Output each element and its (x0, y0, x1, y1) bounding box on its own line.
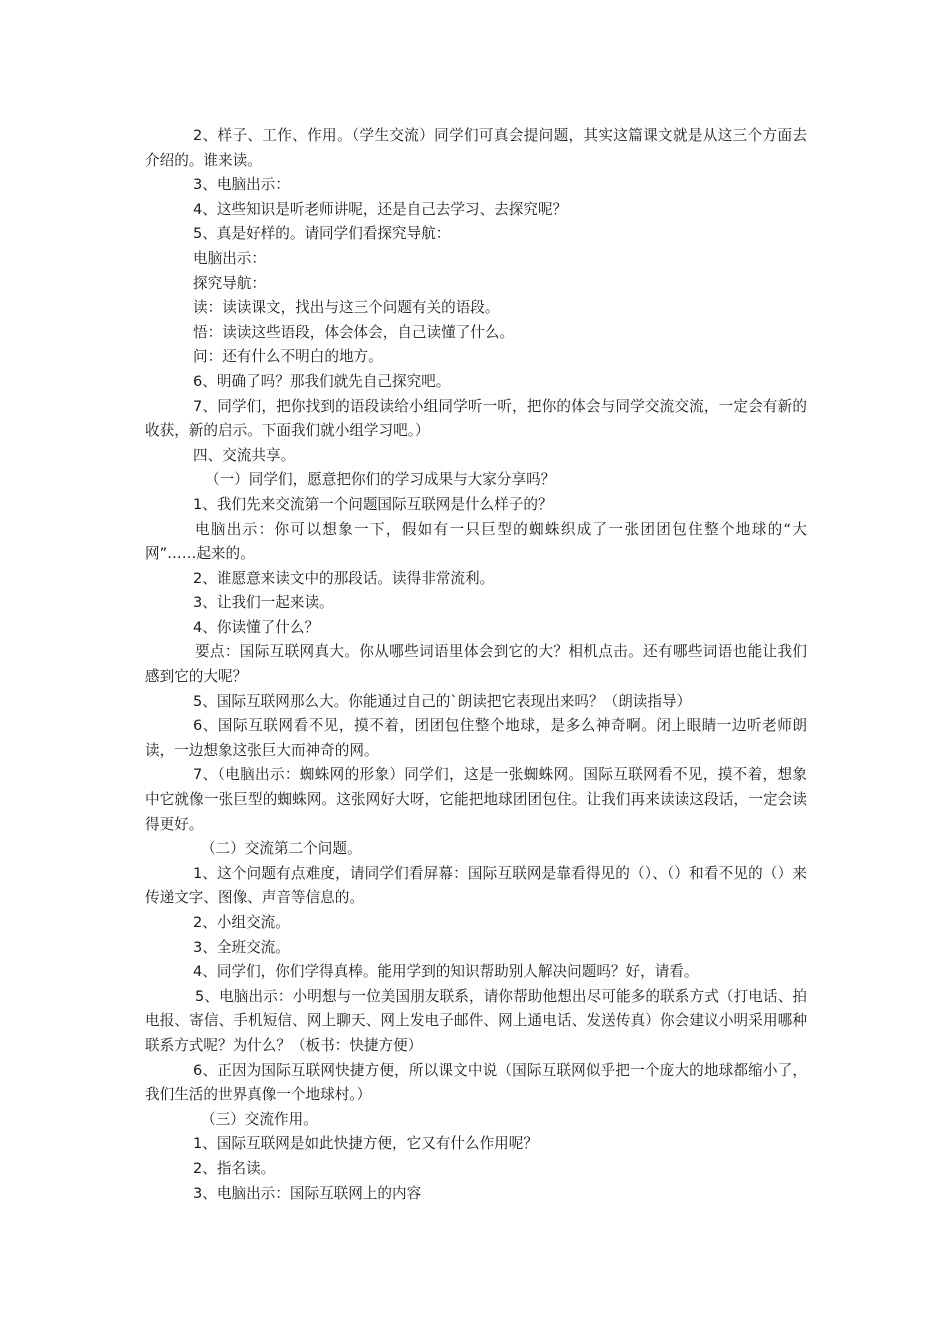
paragraph: 1、国际互联网是如此快捷方便，它又有什么作用呢？ (193, 1135, 538, 1153)
paragraph: 7、（电脑出示：蜘蛛网的形象）同学们，这是一张蜘蛛网。国际互联网看不见，摸不着，想象中它就像一张巨型的蜘蛛网。这张网好大呀，它能把地球团团包住。让我们再来读读这段话，一定会读得更好。 (145, 766, 807, 833)
paragraph: 6、明确了吗？那我们就先自己探究吧。 (193, 372, 451, 390)
paragraph: 5、真是好样的。请同学们看探究导航： (193, 225, 451, 243)
document-body (145, 124, 807, 1206)
paragraph: 4、你读懂了什么？ (193, 618, 320, 636)
paragraph: 3、全班交流。 (193, 938, 290, 956)
paragraph: 5、电脑出示：小明想与一位美国朋友联系，请你帮助他想出尽可能多的联系方式（打电话、拍电报、寄信、手机短信、网上聊天、网上发电子邮件、网上通电话、发送传真）你会建议小明采用哪种联系方式呢？为什么？（板书：快捷方便） (145, 987, 807, 1054)
paragraph: 3、电脑出示：国际互联网上的内容 (193, 1184, 422, 1202)
paragraph: 6、正因为国际互联网快捷方便，所以课文中说（国际互联网似乎把一个庞大的地球都缩小了，我们生活的世界真像一个地球村。） (145, 1061, 807, 1104)
paragraph: 2、指名读。 (193, 1159, 276, 1177)
paragraph: 5、国际互联网那么大。你能通过自己的`朗读把它表现出来吗？（朗读指导） (193, 692, 692, 710)
section-heading: 四、交流共享。 (193, 446, 296, 464)
paragraph: 电脑出示： (193, 249, 266, 267)
paragraph: 7、同学们，把你找到的语段读给小组同学听一听，把你的体会与同学交流交流，一定会有新的收获，新的启示。下面我们就小组学习吧。） (145, 397, 807, 440)
subsection-heading: （一）同学们，愿意把你们的学习成果与大家分享吗？ (205, 471, 556, 489)
paragraph: 3、让我们一起来读。 (193, 594, 334, 612)
paragraph: 读：读读课文，找出与这三个问题有关的语段。 (193, 299, 500, 317)
paragraph: 1、我们先来交流第一个问题国际互联网是什么样子的？ (193, 495, 553, 513)
subsection-heading: （三）交流作用。 (201, 1110, 318, 1128)
subsection-heading: （二）交流第二个问题。 (201, 840, 362, 858)
paragraph: 4、这些知识是听老师讲呢，还是自己去学习、去探究呢？ (193, 200, 568, 218)
paragraph: 4、同学们，你们学得真棒。能用学到的知识帮助别人解决问题吗？好，请看。 (193, 963, 699, 981)
paragraph: 问：还有什么不明白的地方。 (193, 348, 383, 366)
paragraph: 1、这个问题有点难度，请同学们看屏幕：国际互联网是靠看得见的（）、（）和看不见的（）来传递文字、图像、声音等信息的。 (145, 864, 807, 907)
paragraph: 要点：国际互联网真大。你从哪些词语里体会到它的大？相机点击。还有哪些词语也能让我们感到它的大呢？ (145, 643, 807, 686)
paragraph: 电脑出示：你可以想象一下，假如有一只巨型的蜘蛛织成了一张团团包住整个地球的“大网”……起来的。 (145, 520, 807, 563)
paragraph: 探究导航： (193, 274, 266, 292)
paragraph: 3、电脑出示： (193, 176, 290, 194)
paragraph: 2、谁愿意来读文中的那段话。读得非常流利。 (193, 569, 495, 587)
paragraph: 2、样子、工作、作用。（学生交流）同学们可真会提问题，其实这篇课文就是从这三个方面去介绍的。谁来读。 (145, 127, 807, 169)
paragraph: 6、国际互联网看不见，摸不着，团团包住整个地球，是多么神奇啊。闭上眼睛一边听老师朗读，一边想象这张巨大而神奇的网。 (145, 717, 807, 759)
paragraph: 悟：读读这些语段，体会体会，自己读懂了什么。 (193, 323, 515, 341)
paragraph: 2、小组交流。 (193, 914, 290, 931)
